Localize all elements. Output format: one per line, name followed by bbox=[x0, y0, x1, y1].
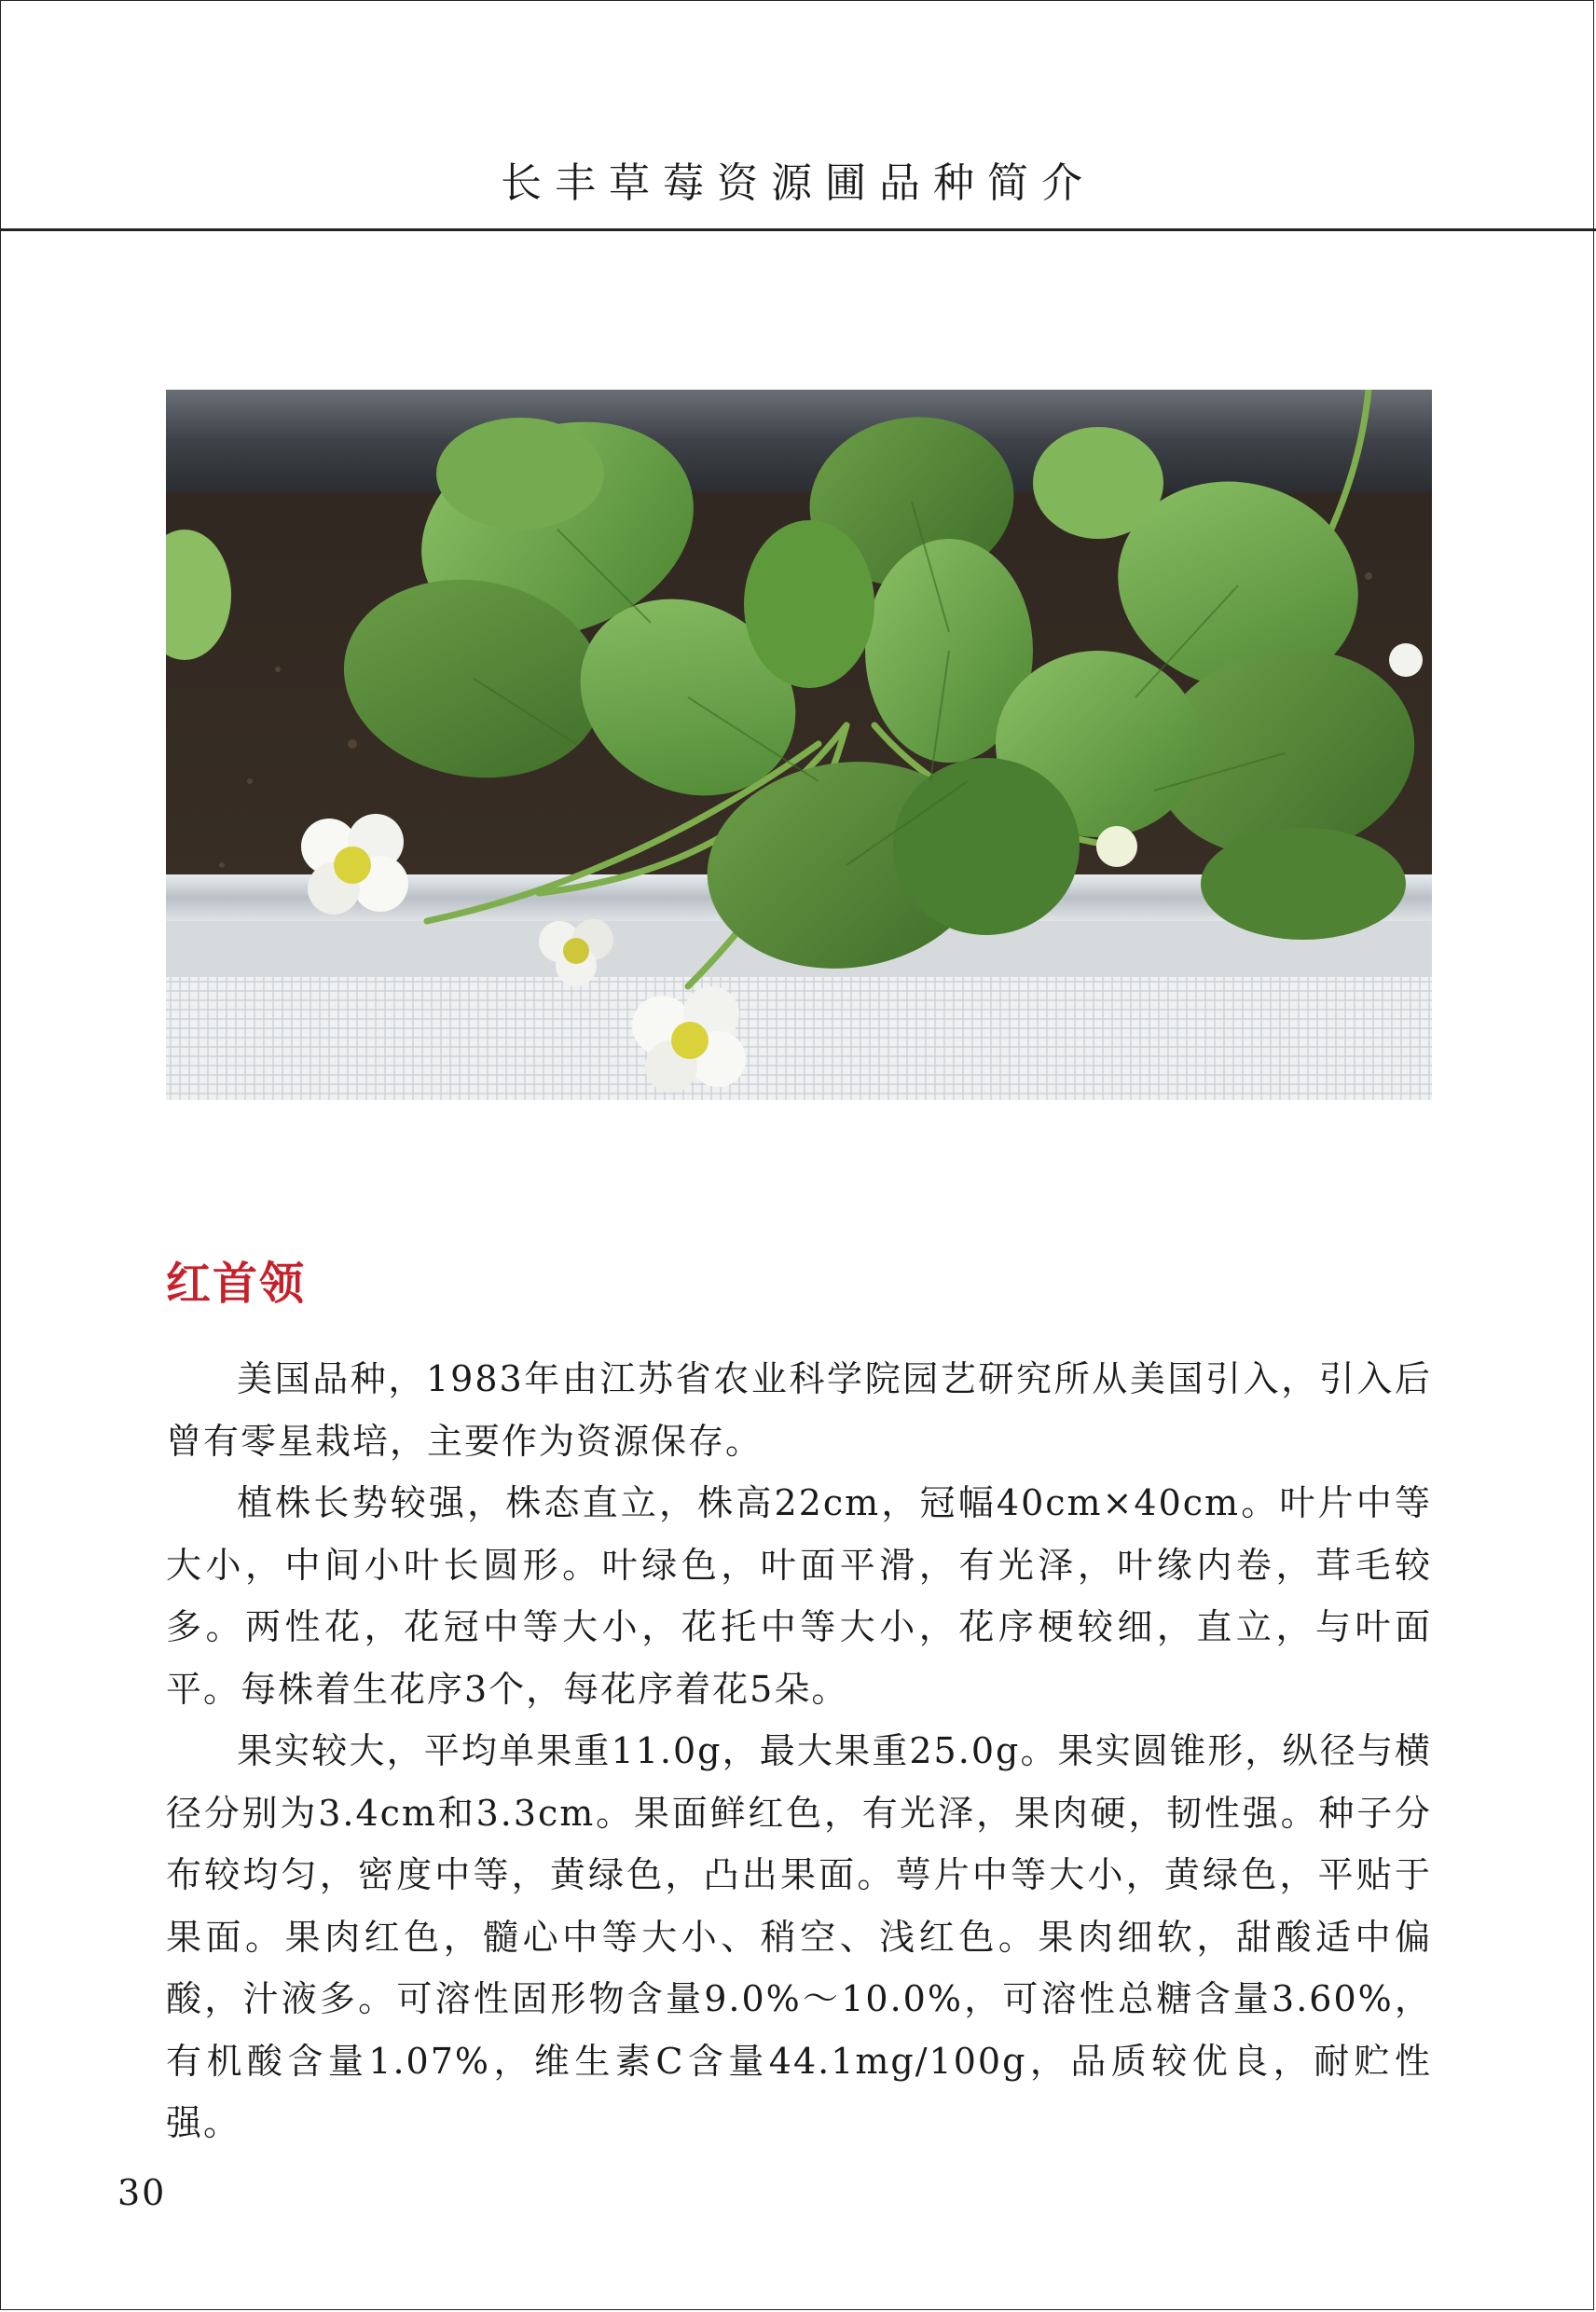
variety-title: 红首领 bbox=[166, 1258, 307, 1310]
paragraph-origin: 美国品种，1983年由江苏省农业科学院园艺研究所从美国引入，引入后曾有零星栽培，主要作为资源保存。 bbox=[166, 1358, 1432, 1462]
header-title: 长丰草莓资源圃品种简介 bbox=[501, 159, 1095, 207]
variety-description bbox=[166, 1348, 1432, 2154]
page-number: 30 bbox=[117, 2172, 167, 2213]
paragraph-plant: 植株长势较强，株态直立，株高22cm，冠幅40cm×40cm。叶片中等大小，中间小叶长圆形。叶绿色，叶面平滑，有光泽，叶缘内卷，茸毛较多。两性花，花冠中等大小，花托中等大小，花序梗较细，直立，与叶面平。每株着生花序3个，每花序着花5朵。 bbox=[166, 1482, 1432, 1710]
paragraph-fruit: 果实较大，平均单果重11.0g，最大果重25.0g。果实圆锥形，纵径与横径分别为3.4cm和3.3cm。果面鲜红色，有光泽，果肉硬，韧性强。种子分布较均匀，密度中等，黄绿色，凸出果面。萼片中等大小，黄绿色，平贴于果面。果肉红色，髓心中等大小、稍空、浅红色。果肉细软，甜酸适中偏酸，汁液多。可溶性固形物含量9.0%～10.0%，可溶性总糖含量3.60%，有机酸含量1.07%，维生素C含量44.1mg/100g，品质较优良，耐贮性强。 bbox=[166, 1730, 1432, 2143]
page-header bbox=[0, 0, 1596, 231]
strawberry-plant-photo bbox=[166, 390, 1432, 1100]
